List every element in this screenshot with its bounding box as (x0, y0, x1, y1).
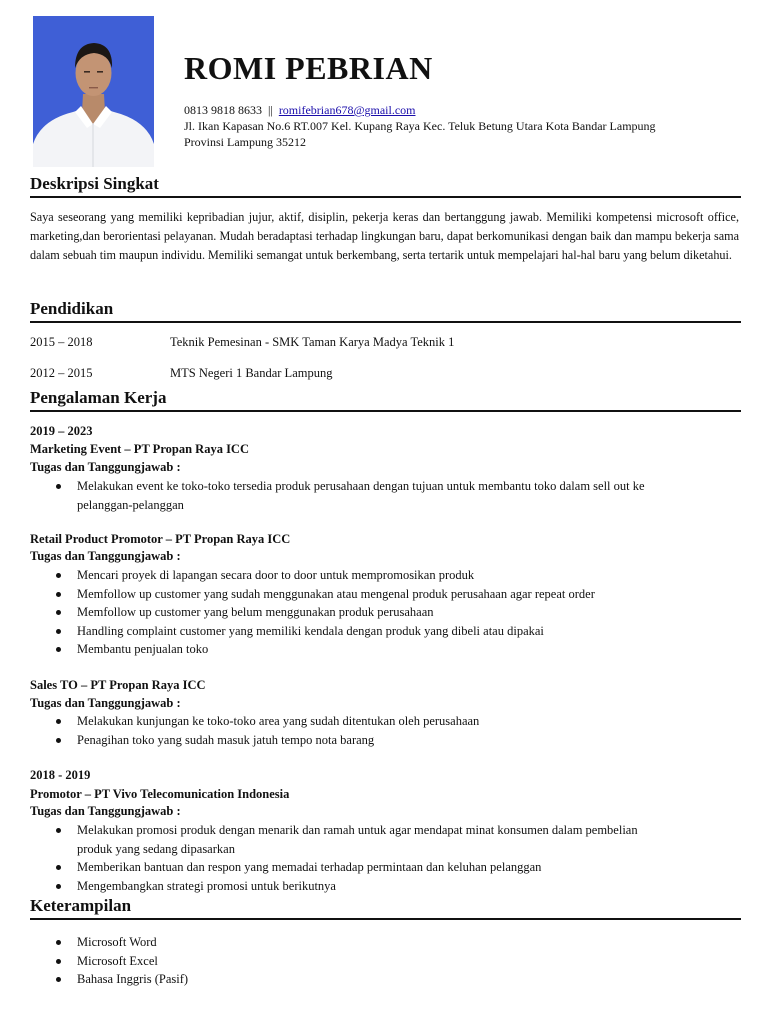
address-line-2: Provinsi Lampung 35212 (184, 135, 306, 149)
address-line-1: Jl. Ikan Kapasan No.6 RT.007 Kel. Kupang Raya Kec. Teluk Betung Utara Kota Bandar Lampung (184, 119, 656, 133)
section-title-education: Pendidikan (30, 299, 741, 323)
email-link[interactable]: romifebrian678@gmail.com (278, 103, 416, 117)
job-title: Marketing Event – PT Propan Raya ICC (30, 442, 249, 456)
task-list (30, 566, 730, 659)
duties-label: Tugas dan Tanggungjawab : (30, 696, 181, 710)
list-item: Memfollow up customer yang belum menggunakan produk perusahaan (30, 603, 730, 622)
list-item: Membantu penjualan toko (30, 640, 730, 659)
person-silhouette-icon (33, 16, 154, 167)
candidate-name: ROMI PEBRIAN (184, 50, 433, 86)
task-list (30, 477, 730, 514)
list-item: Microsoft Word (30, 933, 730, 952)
task-text: Melakukan promosi produk dengan menarik dan ramah untuk agar mendapat minat konsumen dalam pembelian (77, 823, 638, 837)
education-years: 2015 – 2018 (30, 335, 93, 349)
duties-label: Tugas dan Tanggungjawab : (30, 549, 181, 563)
list-item: Mengembangkan strategi promosi untuk berikutnya (30, 877, 730, 896)
list-item: Memberikan bantuan dan respon yang memadai terhadap permintaan dan keluhan pelanggan (30, 858, 730, 877)
phone-number: 0813 9818 8633 (184, 103, 262, 117)
contact-separator: || (268, 103, 273, 117)
section-title-summary: Deskripsi Singkat (30, 174, 741, 198)
task-text: pelanggan-pelanggan (77, 497, 184, 512)
list-item (30, 821, 730, 858)
profile-photo (33, 16, 154, 167)
job-title: Promotor – PT Vivo Telecomunication Indonesia (30, 787, 290, 801)
list-item: Melakukan kunjungan ke toko-toko area yang sudah ditentukan oleh perusahaan (30, 712, 730, 731)
education-school: Teknik Pemesinan - SMK Taman Karya Madya Teknik 1 (170, 335, 455, 349)
list-item: Mencari proyek di lapangan secara door to door untuk mempromosikan produk (30, 566, 730, 585)
experience-period: 2019 – 2023 (30, 424, 93, 438)
list-item: Handling complaint customer yang memiliki kendala dengan produk yang dibeli atau dipakai (30, 622, 730, 641)
section-title-experience: Pengalaman Kerja (30, 388, 741, 412)
list-item: Penagihan toko yang sudah masuk jatuh tempo nota barang (30, 731, 730, 750)
job-title: Retail Product Promotor – PT Propan Raya ICC (30, 532, 291, 546)
section-title-skills: Keterampilan (30, 896, 741, 920)
task-text: Melakukan event ke toko-toko tersedia produk perusahaan dengan tujuan untuk membantu toko dalam sell out ke (77, 479, 645, 493)
task-list (30, 821, 730, 895)
contact-block (184, 102, 744, 150)
summary-text: Saya seseorang yang memiliki kepribadian jujur, aktif, disiplin, pekerja keras dan bertanggung jawab. Memiliki kompetensi microsoft office, marketing,dan berorientasi pelayanan. Mudah beradaptasi terhadap lingkungan baru, dapat berkomunikasi dengan baik dan mampu bekerja sama dalam sebuah tim maupun individu. Memiliki semangat untuk berkembang, serta tertarik untuk mempelajari hal-hal baru yang belum diketahui. (30, 210, 739, 262)
duties-label: Tugas dan Tanggungjawab : (30, 804, 181, 818)
education-school: MTS Negeri 1 Bandar Lampung (170, 366, 333, 380)
list-item: Memfollow up customer yang sudah menggunakan atau mengenal produk perusahaan agar repeat order (30, 585, 730, 604)
list-item: Microsoft Excel (30, 952, 730, 971)
job-title: Sales TO – PT Propan Raya ICC (30, 678, 206, 692)
task-text: produk yang sedang dipasarkan (77, 841, 235, 856)
list-item (30, 477, 730, 514)
education-years: 2012 – 2015 (30, 366, 93, 380)
contact-line (184, 102, 744, 118)
duties-label: Tugas dan Tanggungjawab : (30, 460, 181, 474)
task-list (30, 712, 730, 749)
skills-list (30, 933, 730, 989)
education-row (30, 365, 332, 381)
experience-period: 2018 - 2019 (30, 768, 91, 782)
list-item: Bahasa Inggris (Pasif) (30, 970, 730, 989)
education-row (30, 334, 454, 350)
